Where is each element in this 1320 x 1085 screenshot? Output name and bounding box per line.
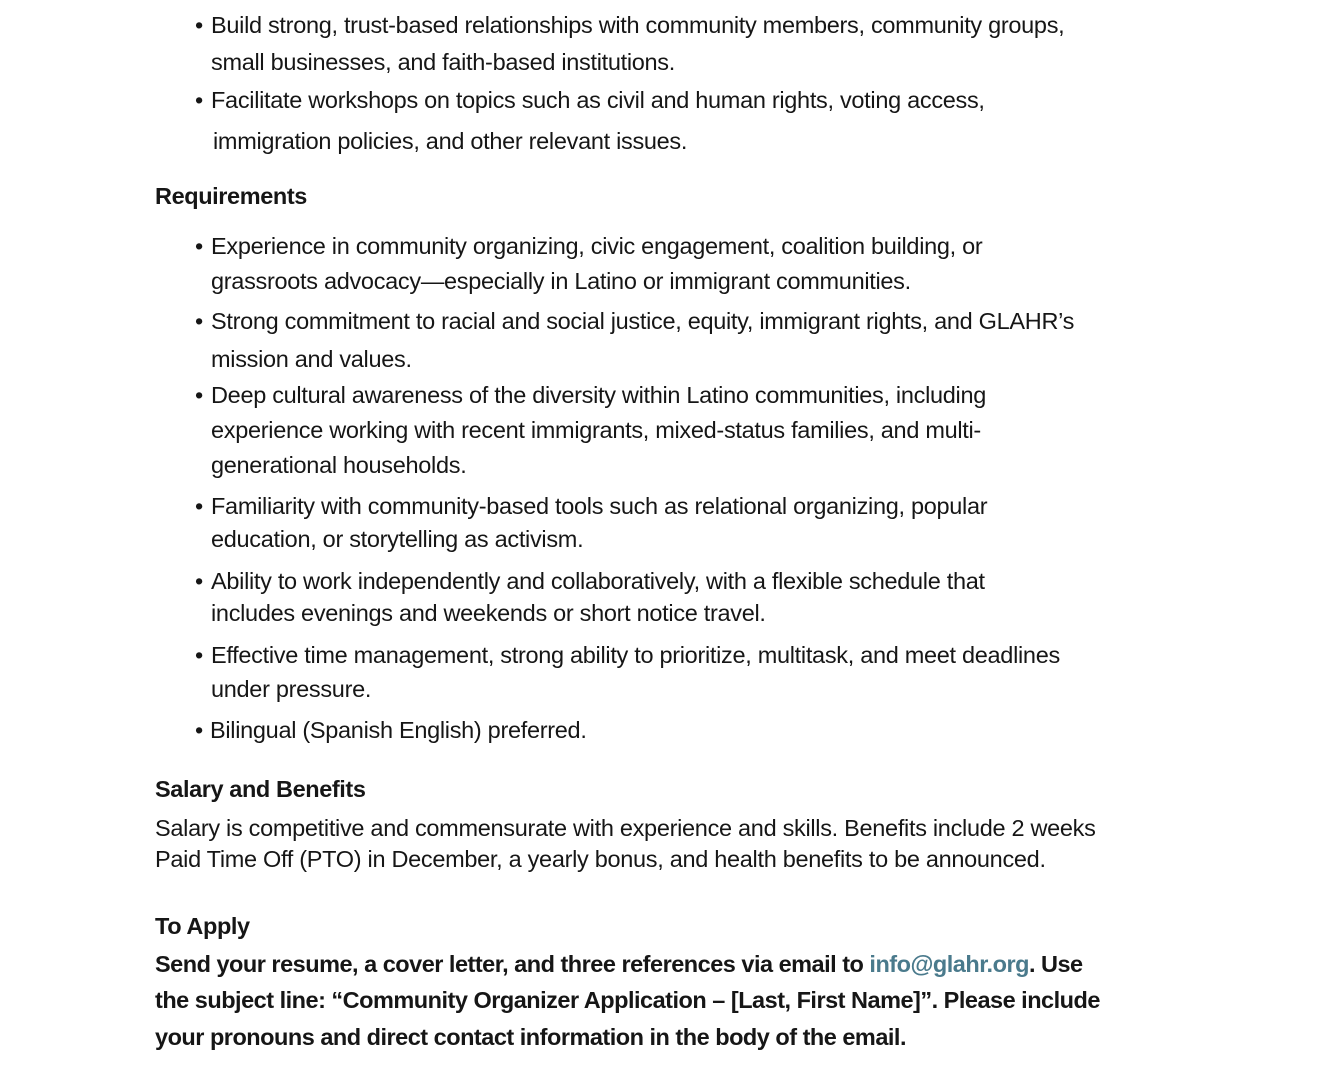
list-item: • Effective time management, strong ability to prioritize, multitask, and meet deadlines under pressure.: [195, 638, 1175, 707]
email-link[interactable]: info@glahr.org: [869, 951, 1029, 977]
bullet-icon: •: [195, 717, 203, 743]
list-item: • Facilitate workshops on topics such as civil and human rights, voting access, immigration policies, and other relevant issues.: [195, 83, 1175, 159]
bullet-icon: •: [195, 12, 203, 38]
bullet-icon: •: [195, 233, 203, 259]
bullet-icon: •: [195, 568, 203, 594]
apply-heading: To Apply: [155, 913, 250, 939]
salary-line: Paid Time Off (PTO) in December, a yearly bonus, and health benefits to be announced.: [155, 846, 1046, 872]
bullet-icon: •: [195, 382, 203, 408]
bullet-icon: •: [195, 87, 203, 113]
list-item: • Deep cultural awareness of the diversity within Latino communities, including experience working with recent immigrants, mixed-status families, and multi- generational households.: [195, 378, 1175, 483]
list-item: • Build strong, trust-based relationships with community members, community groups, small businesses, and faith-based institutions.: [195, 8, 1175, 80]
apply-line: the subject line: “Community Organizer Application – [Last, First Name]”. Please include: [155, 987, 1100, 1013]
list-item: • Bilingual (Spanish English) preferred.: [195, 713, 1175, 748]
list-item: • Ability to work independently and collaboratively, with a flexible schedule that includes evenings and weekends or short notice travel.: [195, 564, 1175, 631]
list-item: • Familiarity with community-based tools such as relational organizing, popular education, or storytelling as activism.: [195, 489, 1175, 557]
list-item: • Experience in community organizing, civic engagement, coalition building, or grassroots advocacy—especially in Latino or immigrant communities.: [195, 229, 1175, 299]
salary-line: Salary is competitive and commensurate with experience and skills. Benefits include 2 weeks: [155, 815, 1096, 841]
apply-line: Send your resume, a cover letter, and three references via email to info@glahr.org. Use: [155, 951, 1083, 977]
apply-line: your pronouns and direct contact information in the body of the email.: [155, 1024, 906, 1050]
list-item: • Strong commitment to racial and social justice, equity, immigrant rights, and GLAHR’s mission and values.: [195, 304, 1175, 377]
requirements-heading: Requirements: [155, 183, 307, 209]
bullet-icon: •: [195, 308, 203, 334]
salary-heading: Salary and Benefits: [155, 776, 366, 802]
bullet-icon: •: [195, 493, 203, 519]
bullet-icon: •: [195, 642, 203, 668]
